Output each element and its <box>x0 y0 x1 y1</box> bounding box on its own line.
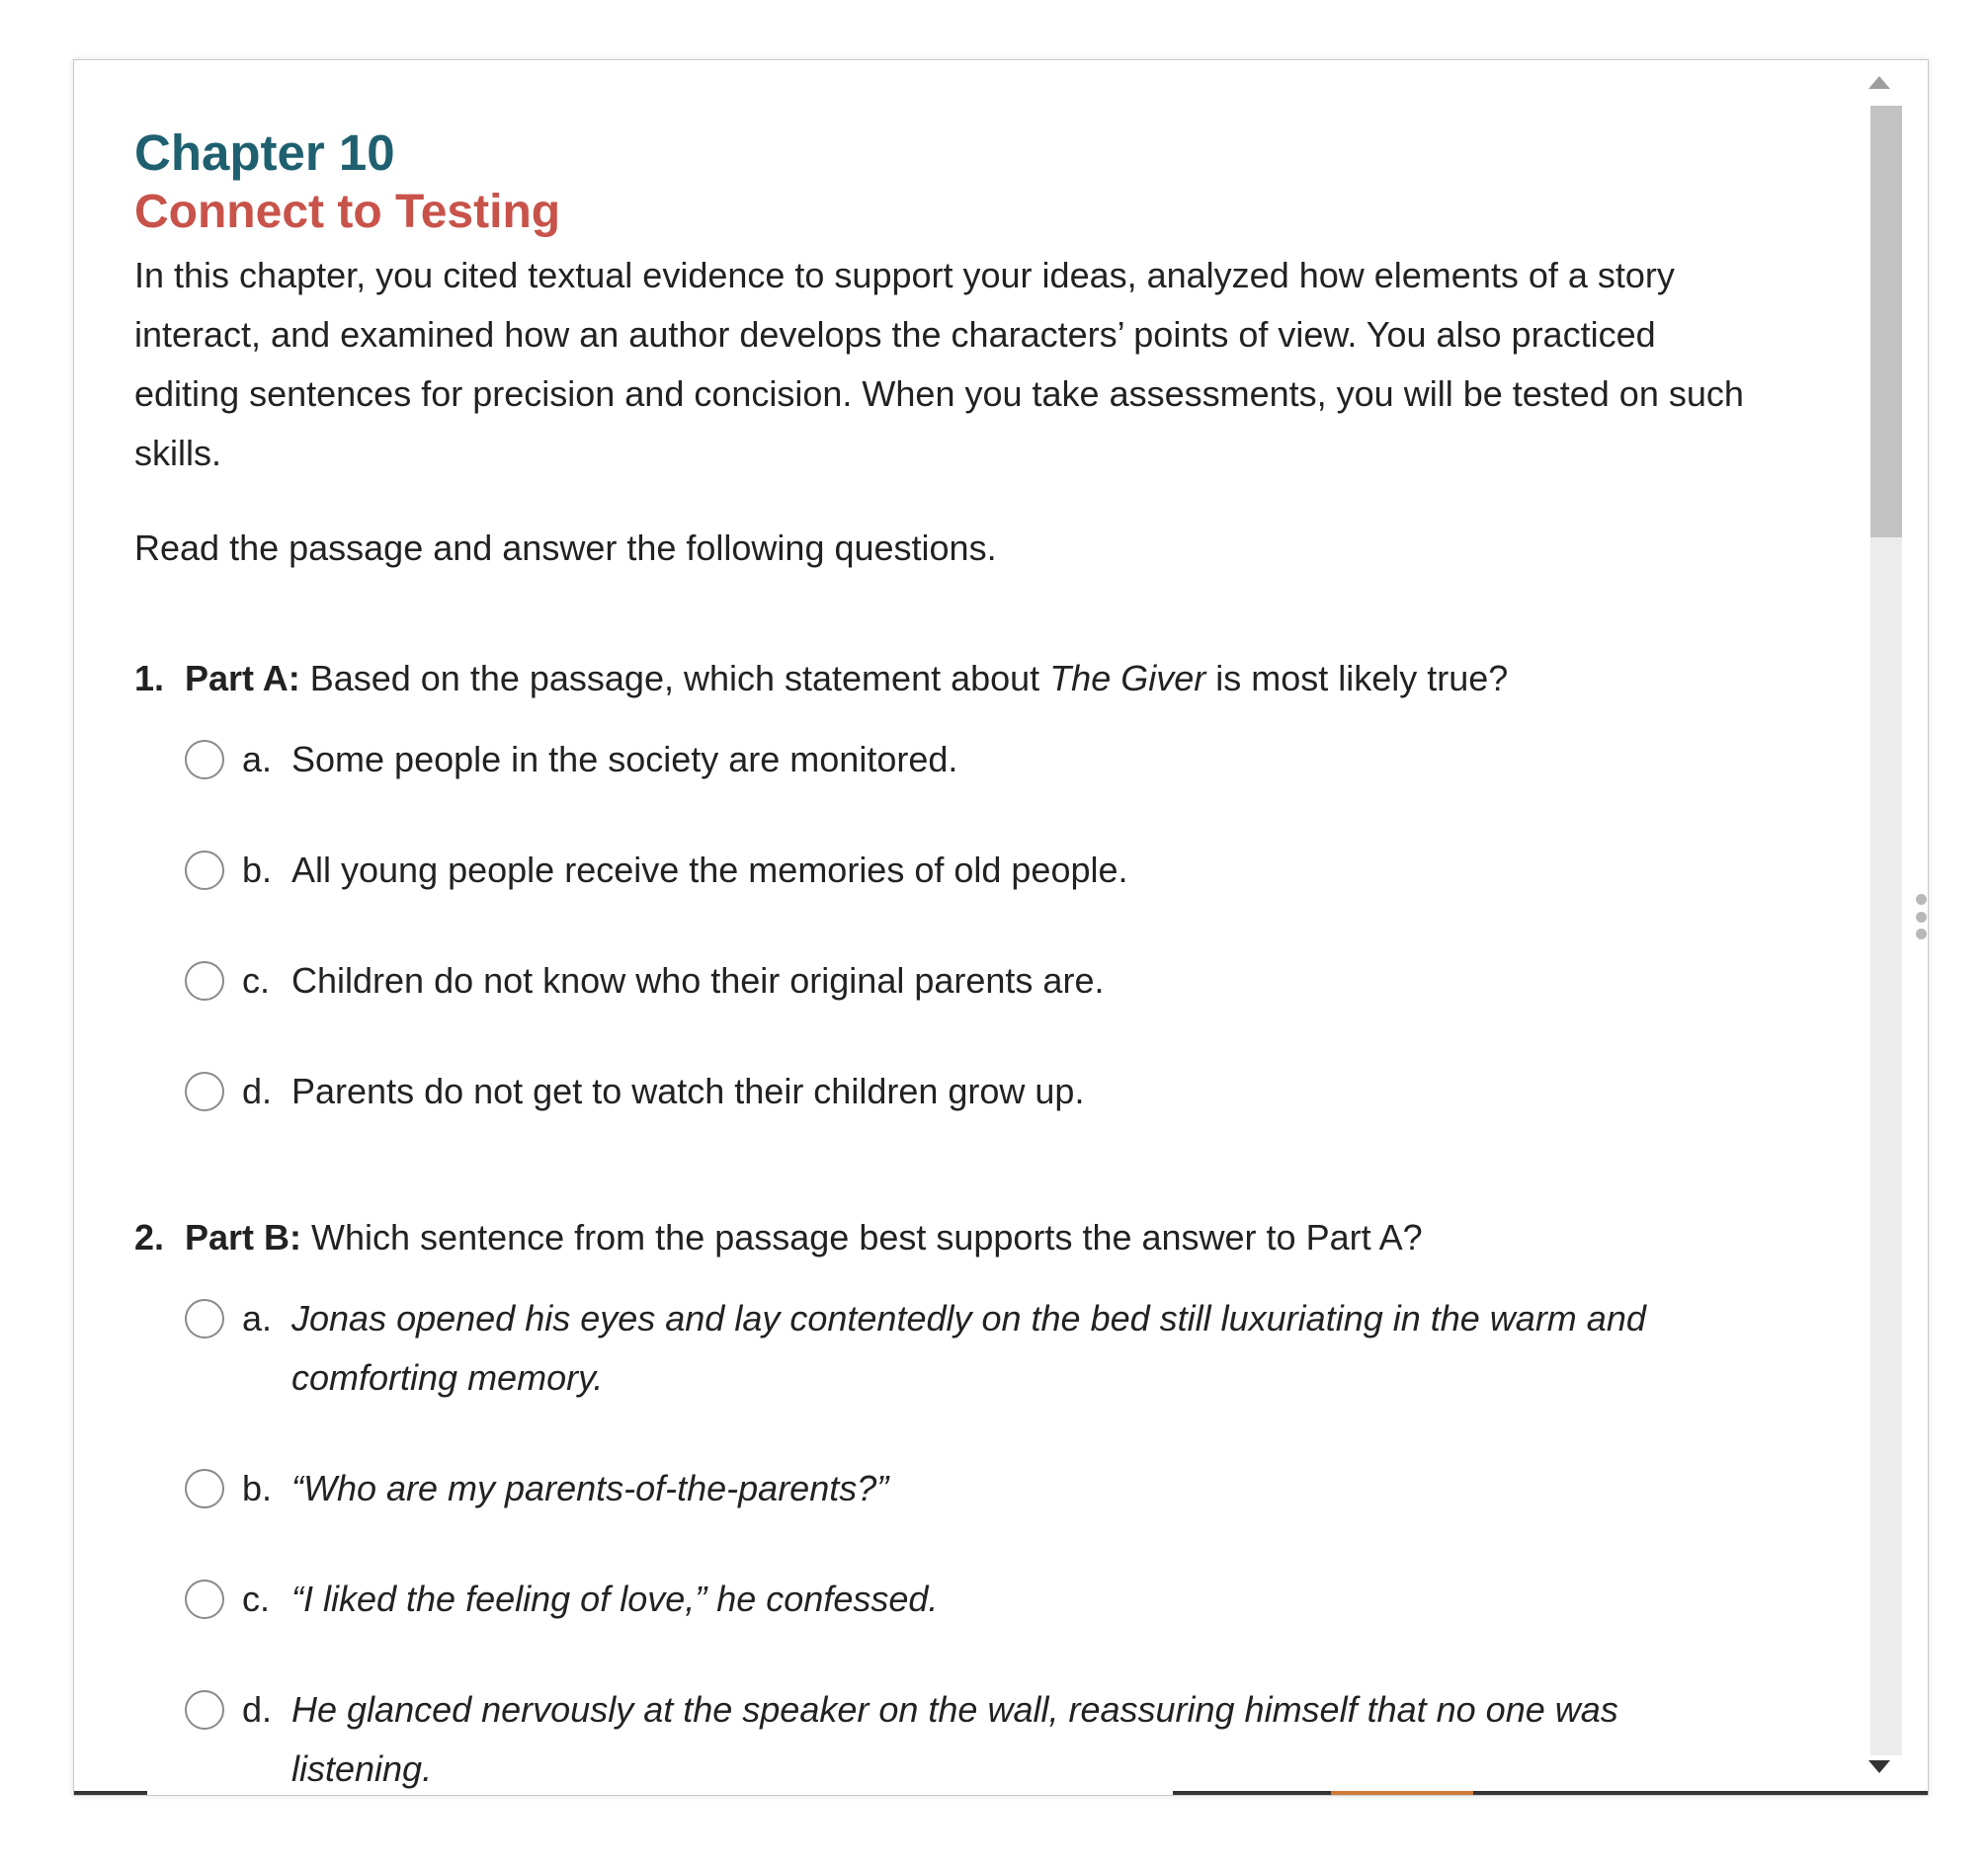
question-header <box>134 649 1755 708</box>
option-text: Children do not know who their original parents are. <box>291 960 1105 1001</box>
question-text-before: Based on the passage, which statement about <box>299 658 1050 698</box>
answer-options <box>185 1289 1755 1796</box>
radio-button[interactable] <box>185 1690 224 1730</box>
option-2b[interactable] <box>185 1459 1755 1518</box>
question-text <box>185 1208 1423 1267</box>
radio-button[interactable] <box>185 1580 224 1619</box>
intro-paragraph: In this chapter, you cited textual evidence to support your ideas, analyzed how elements of a story interact, and examined how an author develops the characters’ points of view. You also practiced editing sentences for precision and concision. When you take assessments, you will be tested on such skills. <box>134 255 1744 473</box>
book-title: The Giver <box>1049 658 1206 698</box>
radio-button[interactable] <box>185 1469 224 1508</box>
option-1b[interactable] <box>185 841 1755 900</box>
option-text: Jonas opened his eyes and lay contentedly on the bed still luxuriating in the warm and comforting memory. <box>291 1298 1646 1398</box>
dot <box>1916 912 1927 923</box>
radio-button[interactable] <box>185 1299 224 1339</box>
option-1d[interactable] <box>185 1062 1755 1121</box>
question-1 <box>134 649 1755 1121</box>
question-2 <box>134 1208 1755 1796</box>
question-text-body: Which sentence from the passage best supports the answer to Part A? <box>301 1217 1423 1258</box>
option-2d[interactable] <box>185 1680 1755 1796</box>
option-text: All young people receive the memories of old people. <box>291 850 1128 890</box>
option-1a[interactable] <box>185 730 1755 789</box>
option-letter: a. <box>242 739 273 779</box>
radio-button[interactable] <box>185 851 224 890</box>
instruction-text: Read the passage and answer the following questions. <box>134 527 997 568</box>
option-letter: a. <box>242 1298 273 1339</box>
option-letter: b. <box>242 1468 273 1508</box>
option-letter: d. <box>242 1689 273 1730</box>
question-part-label: Part A: <box>185 658 300 698</box>
scroll-up-arrow-icon[interactable] <box>1868 76 1890 89</box>
dot <box>1916 894 1927 905</box>
option-letter: d. <box>242 1071 273 1111</box>
option-text: Some people in the society are monitored. <box>291 739 958 779</box>
chapter-subtitle: Connect to Testing <box>134 186 561 238</box>
option-2a[interactable] <box>185 1289 1755 1408</box>
bottom-accent <box>1331 1791 1473 1795</box>
chapter-title: Chapter 10 <box>134 124 395 181</box>
scroll-down-arrow-icon[interactable] <box>1868 1760 1890 1773</box>
radio-button[interactable] <box>185 1072 224 1111</box>
scrollbar-track[interactable] <box>1870 106 1902 1755</box>
question-number: 2. <box>134 1217 165 1258</box>
question-header <box>134 1208 1755 1267</box>
dot <box>1916 929 1927 939</box>
question-part-label: Part B: <box>185 1217 302 1258</box>
bottom-divider <box>74 1791 147 1795</box>
radio-button[interactable] <box>185 961 224 1001</box>
question-number: 1. <box>134 658 165 698</box>
scrollbar-thumb[interactable] <box>1870 106 1902 537</box>
option-text: Parents do not get to watch their children grow up. <box>291 1071 1085 1111</box>
option-text: He glanced nervously at the speaker on the wall, reassuring himself that no one was listening. <box>291 1689 1618 1789</box>
option-letter: b. <box>242 850 273 890</box>
option-text: “Who are my parents-of-the-parents?” <box>291 1468 889 1508</box>
radio-button[interactable] <box>185 740 224 779</box>
answer-options <box>185 730 1755 1121</box>
question-text-after: is most likely true? <box>1205 658 1509 698</box>
option-2c[interactable] <box>185 1570 1755 1629</box>
option-text: “I liked the feeling of love,” he confessed. <box>291 1579 939 1619</box>
more-options-icon[interactable] <box>1915 894 1927 939</box>
option-letter: c. <box>242 960 271 1001</box>
content-panel <box>73 59 1929 1796</box>
option-letter: c. <box>242 1579 271 1619</box>
option-1c[interactable] <box>185 951 1755 1011</box>
bottom-divider <box>1173 1791 1929 1795</box>
reading-content <box>134 123 1755 1796</box>
question-text <box>185 649 1508 708</box>
